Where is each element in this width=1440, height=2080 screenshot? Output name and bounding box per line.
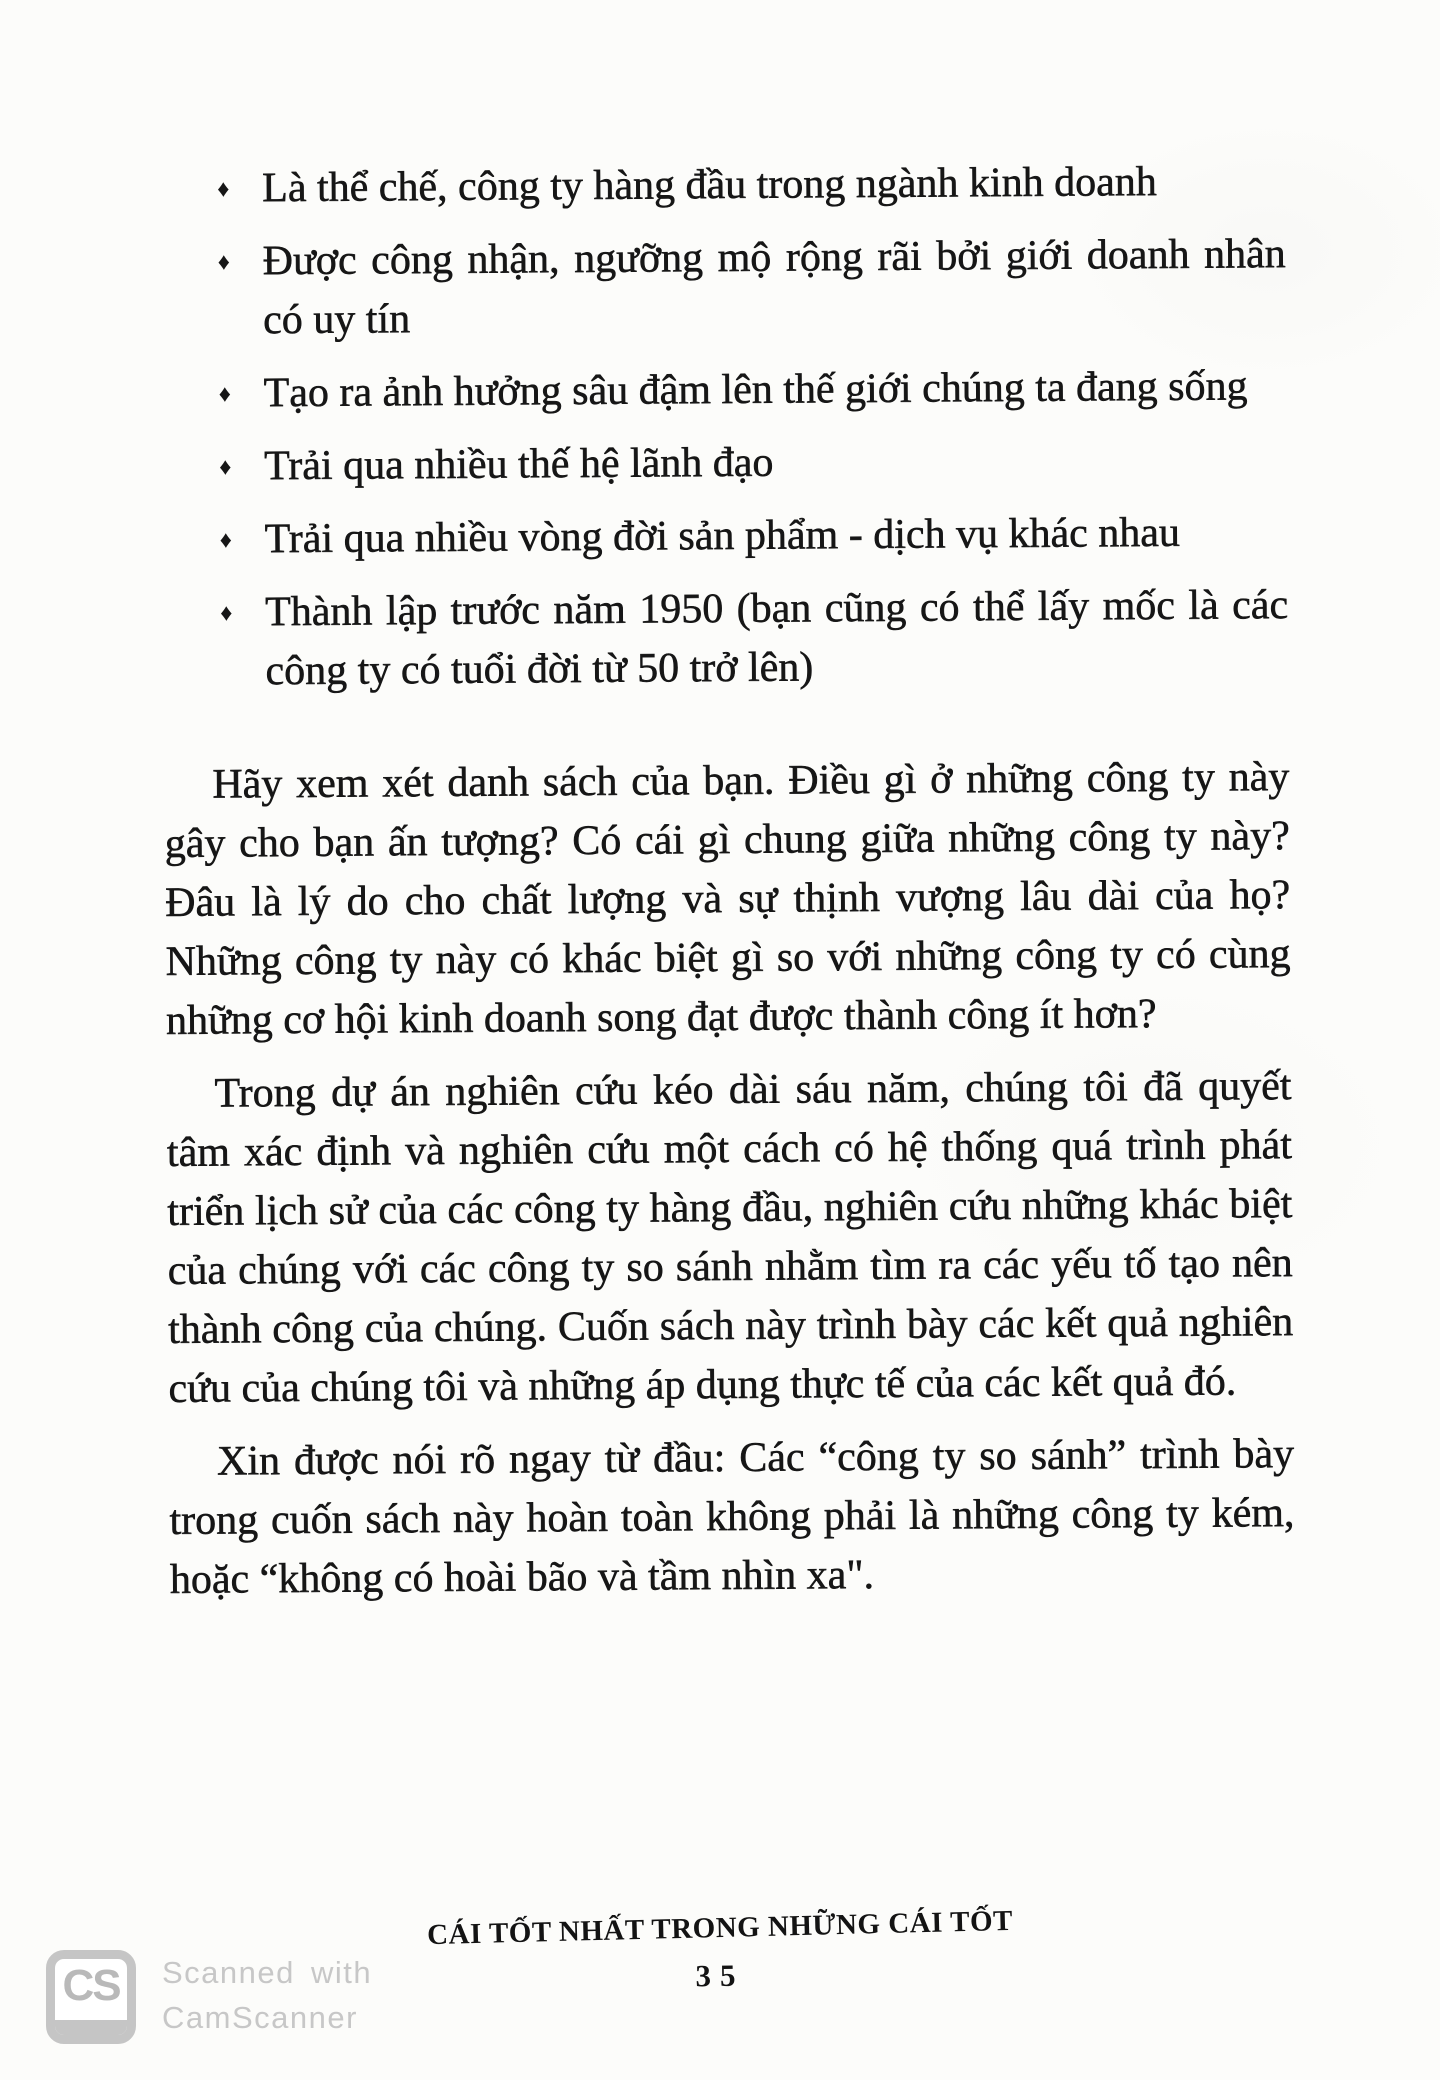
paragraph: Xin được nói rõ ngay từ đầu: Các “công ty so sánh” trình bày trong cuốn sách này hoàn toàn không phải là những công ty kém, hoặc “không có hoài bão và tầm nhìn xa". bbox=[169, 1431, 1295, 1603]
body-paragraphs bbox=[164, 748, 1295, 1610]
bullet-diamond-icon: ♦ bbox=[217, 176, 230, 203]
bullet-text: Được công nhận, ngưỡng mộ rộng rãi bởi giới doanh nhân có uy tín bbox=[262, 231, 1286, 344]
list-item bbox=[163, 576, 1289, 702]
bullet-diamond-icon: ♦ bbox=[219, 527, 232, 554]
bullet-text: Là thể chế, công ty hàng đầu trong ngành kinh doanh bbox=[262, 159, 1157, 212]
bullet-text: Trải qua nhiều vòng đời sản phẩm - dịch vụ khác nhau bbox=[264, 509, 1181, 563]
list-item bbox=[162, 503, 1287, 570]
camscanner-logo-icon bbox=[46, 1950, 136, 2044]
paragraph: Hãy xem xét danh sách của bạn. Điều gì ở những công ty này gây cho bạn ấn tượng? Có cái gì chung giữa những công ty này? Đâu là lý do cho chất lượng và sự thịnh vượng lâu dài của họ? Những công ty này có khác biệt gì so với những công ty có cùng những cơ hội kinh doanh song đạt được thành công ít hơn? bbox=[164, 754, 1291, 1044]
watermark-line2: CamScanner bbox=[162, 2000, 358, 2035]
list-item bbox=[160, 152, 1285, 219]
bullet-diamond-icon: ♦ bbox=[219, 454, 232, 481]
bullet-diamond-icon: ♦ bbox=[220, 600, 233, 627]
camscanner-watermark bbox=[46, 1950, 372, 2044]
bullet-text: Thành lập trước năm 1950 (bạn cũng có thể lấy mốc là các công ty có tuổi đời từ 50 trở lên) bbox=[264, 582, 1289, 695]
watermark-line1: Scanned with bbox=[162, 1955, 373, 1990]
bullet-diamond-icon: ♦ bbox=[218, 381, 231, 408]
list-item bbox=[161, 225, 1287, 351]
list-item bbox=[162, 430, 1287, 497]
bullet-text: Trải qua nhiều thế hệ lãnh đạo bbox=[263, 439, 774, 490]
paragraph: Trong dự án nghiên cứu kéo dài sáu năm, chúng tôi đã quyết tâm xác định và nghiên cứu một cách có hệ thống quá trình phát triển lịch sử của các công ty hàng đầu, nghiên cứu những khác biệt của chúng với các công ty so sánh nhằm tìm ra các yếu tố tạo nên thành công của chúng. Cuốn sách này trình bày các kết quả nghiên cứu của chúng tôi và những áp dụng thực tế của các kết quả đó. bbox=[166, 1063, 1294, 1412]
running-footer-title: CÁI TỐT NHẤT TRONG NHỮNG CÁI TỐT bbox=[426, 1904, 1014, 1952]
page-number: 35 bbox=[695, 1957, 745, 1994]
page-body bbox=[160, 152, 1295, 1624]
camscanner-logo-bar bbox=[55, 2020, 127, 2035]
camscanner-logo-text: CS bbox=[62, 1961, 120, 2010]
bullet-diamond-icon: ♦ bbox=[217, 249, 231, 276]
list-item bbox=[161, 357, 1286, 424]
watermark-text bbox=[162, 1950, 372, 2040]
bullet-list bbox=[160, 152, 1289, 702]
bullet-text: Tạo ra ảnh hưởng sâu đậm lên thế giới chúng ta đang sống bbox=[263, 363, 1248, 417]
